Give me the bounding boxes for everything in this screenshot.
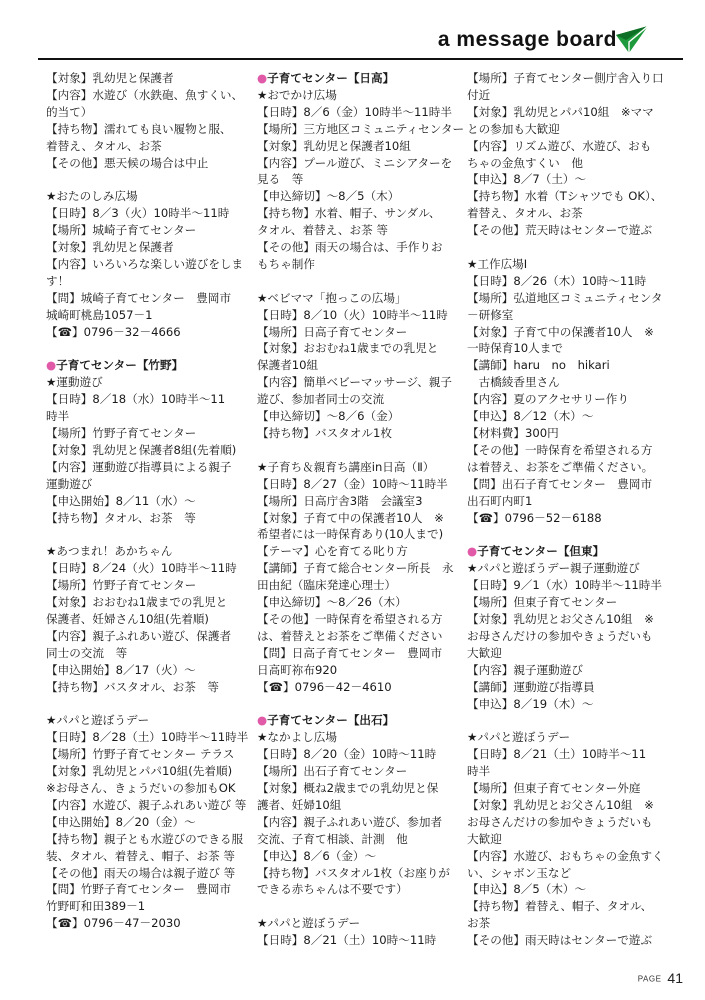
text-line: ちゃの金魚すくい 他 xyxy=(467,155,583,170)
text-line: 【日時】8／26（木）10時～11時 xyxy=(467,273,647,288)
text-line: 日高町祢布920 xyxy=(257,662,338,677)
text-line: 【申込締切】～8／5（木） xyxy=(257,189,400,204)
text-line: できる赤ちゃんは不要です） xyxy=(257,882,408,897)
text-line: 【内容】運動遊び指導員による親子 xyxy=(46,459,232,474)
text-line: 【問】日高子育てセンター 豊岡市 xyxy=(257,645,443,660)
text-line: 【内容】親子ふれあい遊び、参加者 xyxy=(257,814,443,829)
text-line: 【申込】8／5（木）～ xyxy=(467,882,587,897)
text-line: ★子育ち＆親育ち講座in日高（Ⅱ） xyxy=(257,459,435,474)
text-line: 【場所】但東子育てセンター外庭 xyxy=(467,781,641,796)
section-heading-text: 子育てセンター【日高】 xyxy=(267,71,395,85)
text-line: 【申込開始】8／17（火）～ xyxy=(46,662,196,677)
text-line: 【持ち物】着替え、帽子、タオル、 xyxy=(467,899,653,914)
text-line: 【場所】竹野子育てセンター xyxy=(46,426,197,440)
text-line: い、シャボン玉など xyxy=(467,865,572,880)
section-heading xyxy=(257,712,465,729)
text-line: 【持ち物】バスタオル1枚 xyxy=(257,426,392,441)
text-line: 【内容】夏のアクセサリー作り xyxy=(467,392,629,407)
text-line: は、着替えとお茶をご準備ください xyxy=(257,628,443,643)
section-heading xyxy=(467,543,675,560)
spacer xyxy=(257,696,465,713)
spacer xyxy=(257,898,465,915)
text-line: 見る 等 xyxy=(257,172,304,187)
text-line: 【場所】三方地区コミュニティセンター xyxy=(257,121,465,136)
section-heading-text: 子育てセンター【出石】 xyxy=(267,713,395,728)
text-line: 【場所】子育てセンター側庁舎入り口 xyxy=(467,71,664,85)
text-line: 【日時】8／21（土）10時半～11 xyxy=(467,747,647,762)
text-line: 【☎】0796－52－6188 xyxy=(467,510,602,525)
text-line: ※お母さん、きょうだいの参加もOK xyxy=(46,781,236,795)
text-line: 護者、妊婦10組 xyxy=(257,797,342,812)
text-line: ★おでかけ広場 xyxy=(257,87,337,102)
text-line: 希望者には一時保育あり(10人まで) xyxy=(257,527,444,542)
text-line: 【内容】親子運動遊び xyxy=(467,662,583,677)
text-line: 【☎】0796－47－2030 xyxy=(46,916,181,931)
column-1 xyxy=(46,70,254,932)
text-line: 時半 xyxy=(467,764,491,779)
text-line: 保護者、妊婦さん10組(先着順) xyxy=(46,611,209,626)
text-line: 【申込締切】～8／6（金） xyxy=(257,409,400,424)
text-line: 【問】城崎子育てセンター 豊岡市 xyxy=(46,290,232,305)
text-line: 同士の交流 等 xyxy=(46,645,128,660)
text-line: お母さんだけの参加やきょうだいも xyxy=(467,814,653,829)
text-line: 【申込締切】～8／26（木） xyxy=(257,595,407,610)
text-line: 【対象】子育て中の保護者10人 ※ xyxy=(467,324,654,339)
text-line: 【日時】8／27（金）10時～11時半 xyxy=(257,476,448,491)
text-line: 出石町内町1 xyxy=(467,493,533,508)
text-line: ★パパと遊ぼうデー親子運動遊び xyxy=(467,561,640,576)
text-line: 【場所】城崎子育てセンター xyxy=(46,223,197,238)
text-line: 【内容】水遊び（水鉄砲、魚すくい、 xyxy=(46,87,244,102)
text-line: 【対象】乳幼児とお父さん10組 ※ xyxy=(467,611,654,626)
text-line: 【日時】8／21（土）10時～11時 xyxy=(257,933,437,948)
text-line: 交流、子育て相談、計測 他 xyxy=(257,831,408,846)
spacer xyxy=(467,712,675,729)
text-line: 保護者10組 xyxy=(257,358,319,373)
spacer xyxy=(257,442,465,459)
spacer xyxy=(46,340,254,357)
text-line: ★ベビママ「抱っこの広場」 xyxy=(257,290,407,305)
text-line: 古橋綾香里さん xyxy=(467,375,560,390)
section-heading-text: 子育てセンター【竹野】 xyxy=(56,358,184,373)
bullet-icon: ● xyxy=(467,544,478,559)
text-line: 【その他】一時保育を希望される方 xyxy=(257,611,443,626)
text-line: 【日時】8／6（金）10時半～11時半 xyxy=(257,104,452,119)
text-line: 【日時】8／18（水）10時半～11 xyxy=(46,392,226,407)
text-line: 【対象】概ね2歳までの乳幼児と保 xyxy=(257,781,439,796)
bullet-icon: ● xyxy=(257,71,268,85)
text-line: 【内容】水遊び、おもちゃの金魚すく xyxy=(467,848,664,863)
spacer xyxy=(46,526,254,543)
bullet-icon: ● xyxy=(257,713,268,728)
text-line: 運動遊び xyxy=(46,476,93,491)
text-line: 【日時】9／1（水）10時半～11時半 xyxy=(467,578,662,593)
text-line: 大歓迎 xyxy=(467,645,502,660)
text-line: 城崎町桃島1057－1 xyxy=(46,307,153,322)
text-line: 付近 xyxy=(467,87,491,102)
text-line: 【申込開始】8／20（金）～ xyxy=(46,814,196,829)
text-line: お母さんだけの参加やきょうだいも xyxy=(467,628,653,643)
text-line: 【☎】0796－42－4610 xyxy=(257,679,392,694)
text-line: 装、タオル、着替え、帽子、お茶 等 xyxy=(46,848,235,863)
text-line: ★パパと遊ぼうデー xyxy=(46,713,150,728)
text-line: 【その他】雨天の場合は、手作りお xyxy=(257,240,443,255)
spacer xyxy=(46,171,254,188)
section-heading xyxy=(257,70,465,87)
text-line: 【場所】弘道地区コミュニティセンタ xyxy=(467,290,663,305)
text-line: 着替え、タオル、お茶 xyxy=(467,206,583,221)
text-line: 【対象】乳幼児とパパ10組(先着順) xyxy=(46,764,233,779)
text-line: 【日時】8／3（火）10時半～11時 xyxy=(46,206,230,221)
text-line: 【内容】水遊び、親子ふれあい遊び 等 xyxy=(46,797,247,812)
text-line: 着替え、タオル、お茶 xyxy=(46,138,162,153)
text-line: 【日時】8／10（火）10時半～11時 xyxy=(257,307,448,322)
text-line: 【問】竹野子育てセンター 豊岡市 xyxy=(46,882,232,897)
text-line: 【申込】8／19（木）～ xyxy=(467,696,594,711)
text-line: 時半 xyxy=(46,409,70,424)
text-line: 【講師】子育て総合センター所長 永 xyxy=(257,561,454,576)
text-line: 【対象】乳幼児と保護者8組(先着順) xyxy=(46,442,237,457)
text-line: ★あつまれ！あかちゃん xyxy=(46,544,173,559)
text-line: 【対象】乳幼児と保護者 xyxy=(46,71,174,85)
section-heading-text: 子育てセンター【但東】 xyxy=(477,544,605,559)
text-line: 【内容】プール遊び、ミニシアターを xyxy=(257,155,453,170)
text-line: 【場所】日高子育てセンター xyxy=(257,324,408,339)
column-2 xyxy=(257,70,465,949)
spacer xyxy=(257,273,465,290)
text-line: 【内容】いろいろな楽しい遊びをします！ xyxy=(46,256,244,288)
text-line: 【対象】乳幼児と保護者10組 xyxy=(257,138,411,153)
text-line: －研修室 xyxy=(467,307,514,322)
text-line: ★工作広場Ⅰ xyxy=(467,256,528,271)
text-line: 【日時】8／28（土）10時半～11時半 xyxy=(46,730,249,745)
text-line: 【内容】リズム遊び、水遊び、おも xyxy=(467,138,652,153)
text-line: 【申込開始】8／11（水）～ xyxy=(46,493,196,508)
text-line: 【場所】但東子育てセンター xyxy=(467,595,618,610)
text-line: ★おたのしみ広場 xyxy=(46,189,138,204)
page-footer xyxy=(638,970,683,988)
text-line: ★運動遊び xyxy=(46,375,103,390)
text-line: 【対象】乳幼児とパパ10組 ※ママ xyxy=(467,104,654,119)
section-heading xyxy=(46,357,254,374)
header-rule xyxy=(38,58,683,60)
text-line: 【☎】0796－32－4666 xyxy=(46,324,181,339)
text-line: 【場所】竹野子育てセンター テラス xyxy=(46,747,235,762)
text-line: 【講師】運動遊び指導員 xyxy=(467,679,595,694)
text-line: 【日時】8／24（火）10時半～11時 xyxy=(46,561,237,576)
text-line: ★なかよし広場 xyxy=(257,730,337,745)
text-line: 田由紀（臨床発達心理士） xyxy=(257,578,397,593)
text-line: 【その他】荒天時はセンターで遊ぶ xyxy=(467,223,653,238)
text-line: 一時保育10人まで xyxy=(467,341,563,356)
text-line: 【その他】悪天候の場合は中止 xyxy=(46,155,209,170)
text-line: 【内容】簡単ベビーマッサージ、親子 xyxy=(257,375,453,390)
text-line: 【その他】一時保育を希望される方 xyxy=(467,442,653,457)
text-line: タオル、着替え、お茶 等 xyxy=(257,223,388,238)
bullet-icon: ● xyxy=(46,358,57,373)
text-line: 【持ち物】親子とも水遊びのできる服 xyxy=(46,831,244,846)
text-line: 【問】出石子育てセンター 豊岡市 xyxy=(467,476,653,491)
text-line: 【テーマ】心を育てる叱り方 xyxy=(257,544,408,559)
text-line: 【持ち物】水着（Tシャツでも OK）、 xyxy=(467,189,663,204)
text-line: 【申込】8／6（金）～ xyxy=(257,848,377,863)
text-line: 竹野町和田389－1 xyxy=(46,899,146,914)
text-line: お茶 xyxy=(467,916,491,931)
text-line: 【持ち物】タオル、お茶 等 xyxy=(46,510,196,525)
paper-plane-icon xyxy=(615,22,649,56)
text-line: 【持ち物】バスタオル1枚（お座りが xyxy=(257,865,450,880)
spacer xyxy=(46,695,254,712)
text-line: 遊び、参加者同士の交流 xyxy=(257,392,385,407)
text-line: 【日時】8／20（金）10時～11時 xyxy=(257,747,437,762)
text-line: 【対象】おおむね1歳までの乳児と xyxy=(257,341,439,356)
text-line: との参加も大歓迎 xyxy=(467,121,560,136)
page-number: 41 xyxy=(667,970,683,986)
text-line: もちゃ制作 xyxy=(257,256,315,271)
text-line: 【場所】竹野子育てセンター xyxy=(46,578,197,593)
text-line: 【対象】子育て中の保護者10人 ※ xyxy=(257,510,444,525)
text-line: 【申込】8／7（土）～ xyxy=(467,172,587,187)
text-line: ★パパと遊ぼうデー xyxy=(257,916,361,931)
text-line: 【内容】親子ふれあい遊び、保護者 xyxy=(46,628,232,643)
text-line: 【対象】乳幼児とお父さん10組 ※ xyxy=(467,797,654,812)
text-line: 【申込】8／12（木）～ xyxy=(467,409,594,424)
text-line: 【持ち物】水着、帽子、サンダル、 xyxy=(257,206,441,221)
text-line: ★パパと遊ぼうデー xyxy=(467,730,571,745)
text-line: 【対象】おおむね1歳までの乳児と xyxy=(46,595,228,610)
text-line: 【場所】出石子育てセンター xyxy=(257,764,408,779)
spacer xyxy=(467,526,675,543)
text-line: 【その他】雨天時はセンターで遊ぶ xyxy=(467,933,653,948)
text-line: は着替え、お茶をご準備ください。 xyxy=(467,459,654,474)
text-line: 【持ち物】濡れても良い履物と服、 xyxy=(46,121,232,136)
column-3 xyxy=(467,70,675,949)
header-title: a message board xyxy=(437,28,617,51)
page-label: PAGE xyxy=(637,974,662,984)
text-line: 【材料費】300円 xyxy=(467,426,559,441)
text-line: 的当て） xyxy=(46,104,93,119)
text-line: 【持ち物】バスタオル、お茶 等 xyxy=(46,679,219,694)
text-line: 【対象】乳幼児と保護者 xyxy=(46,240,174,255)
text-line: 【講師】haru no hikari xyxy=(467,358,610,373)
text-line: 大歓迎 xyxy=(467,831,502,846)
text-line: 【その他】雨天の場合は親子遊び 等 xyxy=(46,865,236,880)
text-line: 【場所】日高庁舎3階 会議室3 xyxy=(257,493,423,508)
spacer xyxy=(467,239,675,256)
